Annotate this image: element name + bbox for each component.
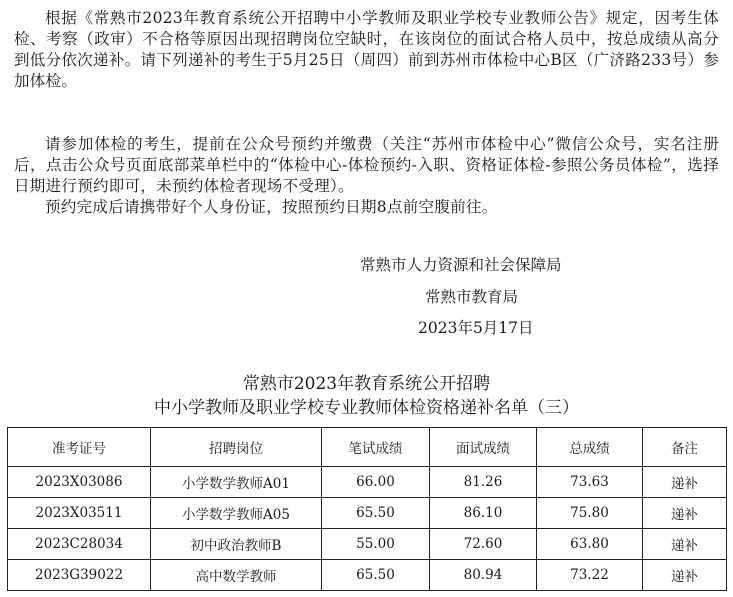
notice-paragraph-2: 请参加体检的考生，提前在公众号预约并缴费（关注“苏州市体检中心”微信公众号，实名注册后，点击公众号页面底部菜单栏中的“体检中心-体检预约-入职、资格证体检-参照公务员体检”，选择日期进行预约即可，未预约体检者现场不受理）。	[14, 135, 719, 195]
cell-position: 小学数学教师A01	[151, 467, 322, 498]
table-row	[8, 560, 727, 591]
cell-total-score: 73.63	[537, 467, 643, 498]
cell-interview-score: 72.60	[430, 529, 537, 560]
cell-remark: 递补	[643, 560, 727, 591]
notice-paragraph-1: 根据《常熟市2023年教育系统公开招聘中小学教师及职业学校专业教师公告》规定，因考生体检、考察（政审）不合格等原因出现招聘岗位空缺时，在该岗位的面试合格人员中，按总成绩从高分到低分依次递补。请下列递补的考生于5月25日（周四）前到苏州市体检中心B区（广济路233号）参加体检。	[14, 9, 719, 90]
cell-remark: 递补	[643, 498, 727, 529]
cell-interview-score: 81.26	[430, 467, 537, 498]
header-remark: 备注	[643, 428, 727, 467]
cell-position: 小学数学教师A05	[151, 498, 322, 529]
cell-interview-score: 80.94	[430, 560, 537, 591]
table-row	[8, 467, 727, 498]
cell-position: 高中数学教师	[151, 560, 322, 591]
cell-total-score: 75.80	[537, 498, 643, 529]
table-row	[8, 529, 727, 560]
header-total-score: 总成绩	[537, 428, 643, 467]
cell-remark: 递补	[643, 467, 727, 498]
cell-written-score: 66.00	[322, 467, 430, 498]
candidate-table	[7, 427, 727, 591]
cell-total-score: 73.22	[537, 560, 643, 591]
header-interview-score: 面试成绩	[430, 428, 537, 467]
signature-org-education: 常熟市教育局	[425, 288, 519, 306]
cell-written-score: 55.00	[322, 529, 430, 560]
header-exam-id: 准考证号	[8, 428, 151, 467]
signature-date: 2023年5月17日	[418, 319, 534, 337]
cell-exam-id: 2023X03086	[8, 467, 151, 498]
header-position: 招聘岗位	[151, 428, 322, 467]
notice-paragraph-3: 预约完成后请携带好个人身份证，按照预约日期8点前空腹前往。	[45, 198, 498, 216]
cell-remark: 递补	[643, 529, 727, 560]
cell-total-score: 63.80	[537, 529, 643, 560]
cell-written-score: 65.50	[322, 560, 430, 591]
cell-position: 初中政治教师B	[151, 529, 322, 560]
header-written-score: 笔试成绩	[322, 428, 430, 467]
table-header-row	[8, 428, 727, 467]
cell-exam-id: 2023X03511	[8, 498, 151, 529]
cell-written-score: 65.50	[322, 498, 430, 529]
cell-interview-score: 86.10	[430, 498, 537, 529]
signature-org-hrss: 常熟市人力资源和社会保障局	[360, 256, 562, 274]
cell-exam-id: 2023G39022	[8, 560, 151, 591]
table-row	[8, 498, 727, 529]
list-title-line-2: 中小学教师及职业学校专业教师体检资格递补名单（三）	[154, 398, 579, 418]
list-title-line-1: 常熟市2023年教育系统公开招聘	[242, 374, 491, 394]
cell-exam-id: 2023C28034	[8, 529, 151, 560]
